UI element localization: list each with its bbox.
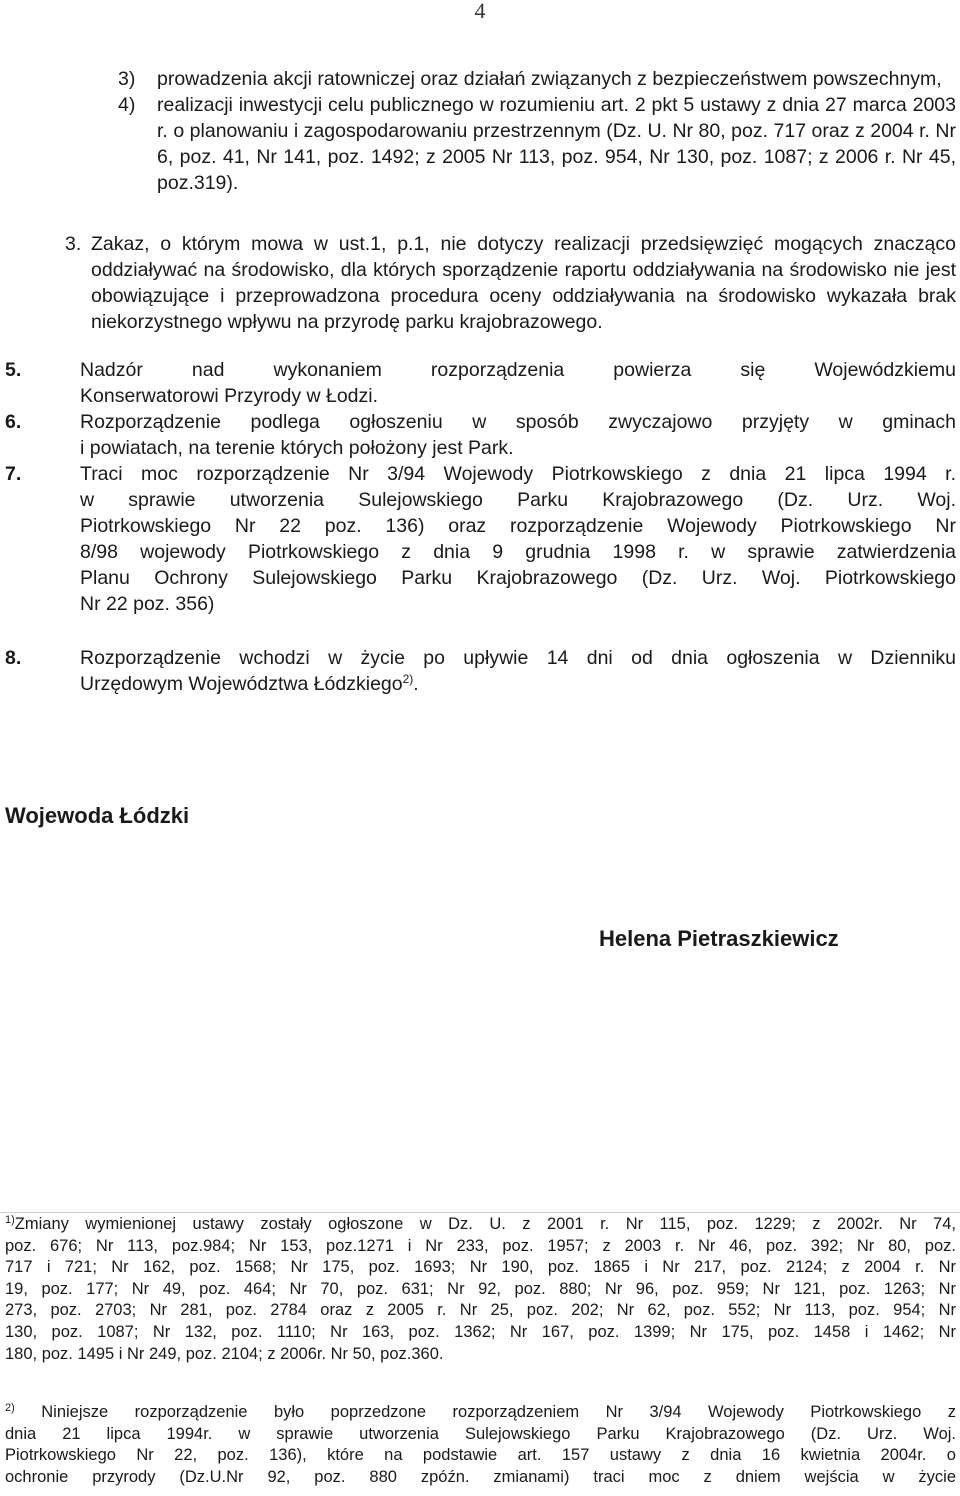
text-line-tail: . <box>413 673 419 695</box>
section-8 <box>5 645 956 697</box>
footnote-line: poz. 676; Nr 113, poz.984; Nr 153, poz.1271 i Nr 233, poz. 1957; z 2003 r. Nr 46, poz. 392; Nr 80, poz. <box>5 1236 956 1255</box>
footnote-line <box>5 1402 956 1424</box>
text-line: znacząco oddziaływać na środowisko, dla których sporządzenie raportu <box>91 233 956 281</box>
list-items <box>118 66 956 196</box>
list-item <box>118 66 956 92</box>
list-item-text <box>157 66 956 92</box>
section-6 <box>5 409 956 461</box>
section-5 <box>5 357 956 409</box>
text-line: oceny oddziaływania na środowisko wykazała brak niekorzystnego wpływu na <box>91 285 957 333</box>
footnote-mark: 2) <box>5 1402 15 1414</box>
footnote-line <box>5 1214 956 1236</box>
text-line: poz. 717 oraz z 2004 r. Nr 6, poz. 41, Nr 141, poz. 1492; z 2005 Nr 113, poz. <box>157 120 957 168</box>
text-line: realizacji inwestycji celu publicznego w rozumieniu art. 2 pkt 5 ustawy z dnia 27 <box>157 94 847 116</box>
page-number: 4 <box>474 0 486 23</box>
footnote-divider <box>0 1212 960 1213</box>
section-number: 8. <box>5 647 22 669</box>
text-line: przyrodę parku krajobrazowego. <box>324 311 603 333</box>
text-line: marca 2003 r. o planowaniu i zagospodarowaniu przestrzennym (Dz. U. Nr 80, <box>157 94 956 142</box>
footnote-line: 273, poz. 2703; Nr 281, poz. 2784 oraz z 2005 r. Nr 25, poz. 202; Nr 62, poz. 552; Nr 113, poz. 954; Nr <box>5 1301 956 1320</box>
footnote-line: 19, poz. 177; Nr 49, poz. 464; Nr 70, poz. 631; Nr 92, poz. 880; Nr 96, poz. 959; Nr 121, poz. 1263; Nr <box>5 1279 956 1298</box>
text-line-last <box>80 671 956 697</box>
section-7 <box>5 461 956 617</box>
text-line: Nadzór nad wykonaniem rozporządzenia powierza się Wojewódzkiemu <box>80 359 956 381</box>
section-number: 6. <box>5 411 22 433</box>
footnote-line: dnia 21 lipca 1994r. w sprawie utworzenia Sulejowskiego Parku Krajobrazowego (Dz. Urz. Woj. <box>5 1424 956 1443</box>
section-number: 7. <box>5 463 22 485</box>
text-line: Rozporządzenie podlega ogłoszeniu w sposób zwyczajowo przyjęty w gminach <box>80 411 956 433</box>
section-number: 5. <box>5 359 22 381</box>
footnote-ref: 2) <box>402 672 414 686</box>
text-line: Konserwatorowi Przyrody w Łodzi. <box>80 385 379 407</box>
text-line: prowadzenia akcji ratowniczej oraz działań związanych z bezpieczeństwem <box>157 68 808 90</box>
signer-name: Helena Pietraszkiewicz <box>599 926 839 951</box>
text-line: Zakaz, o którym mowa w ust.1, p.1, nie dotyczy realizacji przedsięwzięć mogących <box>91 233 863 255</box>
list-item-text <box>157 92 956 196</box>
voivode-title: Wojewoda Łódzki <box>5 803 190 828</box>
text-line: 8/98 wojewody Piotrkowskiego z dnia 9 grudnia 1998 r. w sprawie zatwierdzenia <box>80 541 956 563</box>
list-item <box>118 92 956 196</box>
text-line: 954, Nr 130, poz. 1087; z 2006 r. Nr 45, poz.319). <box>157 146 957 194</box>
text-line: Rozporządzenie wchodzi w życie po upływie 14 dni od dnia ogłoszenia w Dzienniku <box>80 647 956 669</box>
text-line: i powiatach, na terenie których położony jest Park. <box>80 437 514 459</box>
text-line: oddziaływania na środowisko nie jest obowiązujące i przeprowadzona procedura <box>91 259 956 307</box>
paragraph-text <box>91 231 956 335</box>
footnote-mark: 1) <box>5 1214 15 1226</box>
footnote-2 <box>5 1402 956 1488</box>
paragraph-number: 3. <box>65 233 82 255</box>
text-line: Piotrkowskiego Nr 22 poz. 136) oraz rozporządzenie Wojewody Piotrkowskiego Nr <box>80 515 956 537</box>
footnote-line: 130, poz. 1087; Nr 132, poz. 1110; Nr 163, poz. 1362; Nr 167, poz. 1399; Nr 175, poz. 1458 i 1462; Nr <box>5 1322 956 1341</box>
footnote-line: 180, poz. 1495 i Nr 249, poz. 2104; z 2006r. Nr 50, poz.360. <box>5 1344 444 1363</box>
footnote-line: Piotrkowskiego Nr 22, poz. 136), które na podstawie art. 157 ustawy z dnia 16 kwietnia 2004r. o <box>5 1446 956 1465</box>
list-item-number: 4) <box>118 94 136 116</box>
text-line: powszechnym, <box>812 68 942 90</box>
footnote-1 <box>5 1214 956 1365</box>
text-line: Niniejsze rozporządzenie było poprzedzone rozporządzeniem Nr 3/94 Wojewody Piotrkowskiego z <box>41 1403 956 1421</box>
text-line: Nr 22 poz. 356) <box>80 593 215 615</box>
text-line: Traci moc rozporządzenie Nr 3/94 Wojewody Piotrkowskiego z dnia 21 lipca 1994 r. <box>80 463 956 485</box>
paragraph-3 <box>65 231 956 335</box>
text-line: Zmiany wymienionej ustawy zostały ogłoszone w Dz. U. z 2001 r. Nr 115, poz. 1229; z 2002r. Nr 74, <box>14 1215 956 1233</box>
footnote-line: ochronie przyrody (Dz.U.Nr 92, poz. 880 zpóźn. zmianami) traci moc z dniem wejścia w życie <box>5 1467 956 1486</box>
text-line: w sprawie utworzenia Sulejowskiego Parku Krajobrazowego (Dz. Urz. Woj. <box>80 489 956 511</box>
text-line: Planu Ochrony Sulejowskiego Parku Krajobrazowego (Dz. Urz. Woj. Piotrkowskiego <box>80 567 956 589</box>
footnote-line: 717 i 721; Nr 162, poz. 1568; Nr 175, poz. 1693; Nr 190, poz. 1865 i Nr 217, poz. 2124; z 2004 r. Nr <box>5 1258 956 1277</box>
list-item-number: 3) <box>118 68 136 90</box>
text-line: Urzędowym Województwa Łódzkiego <box>80 673 403 695</box>
